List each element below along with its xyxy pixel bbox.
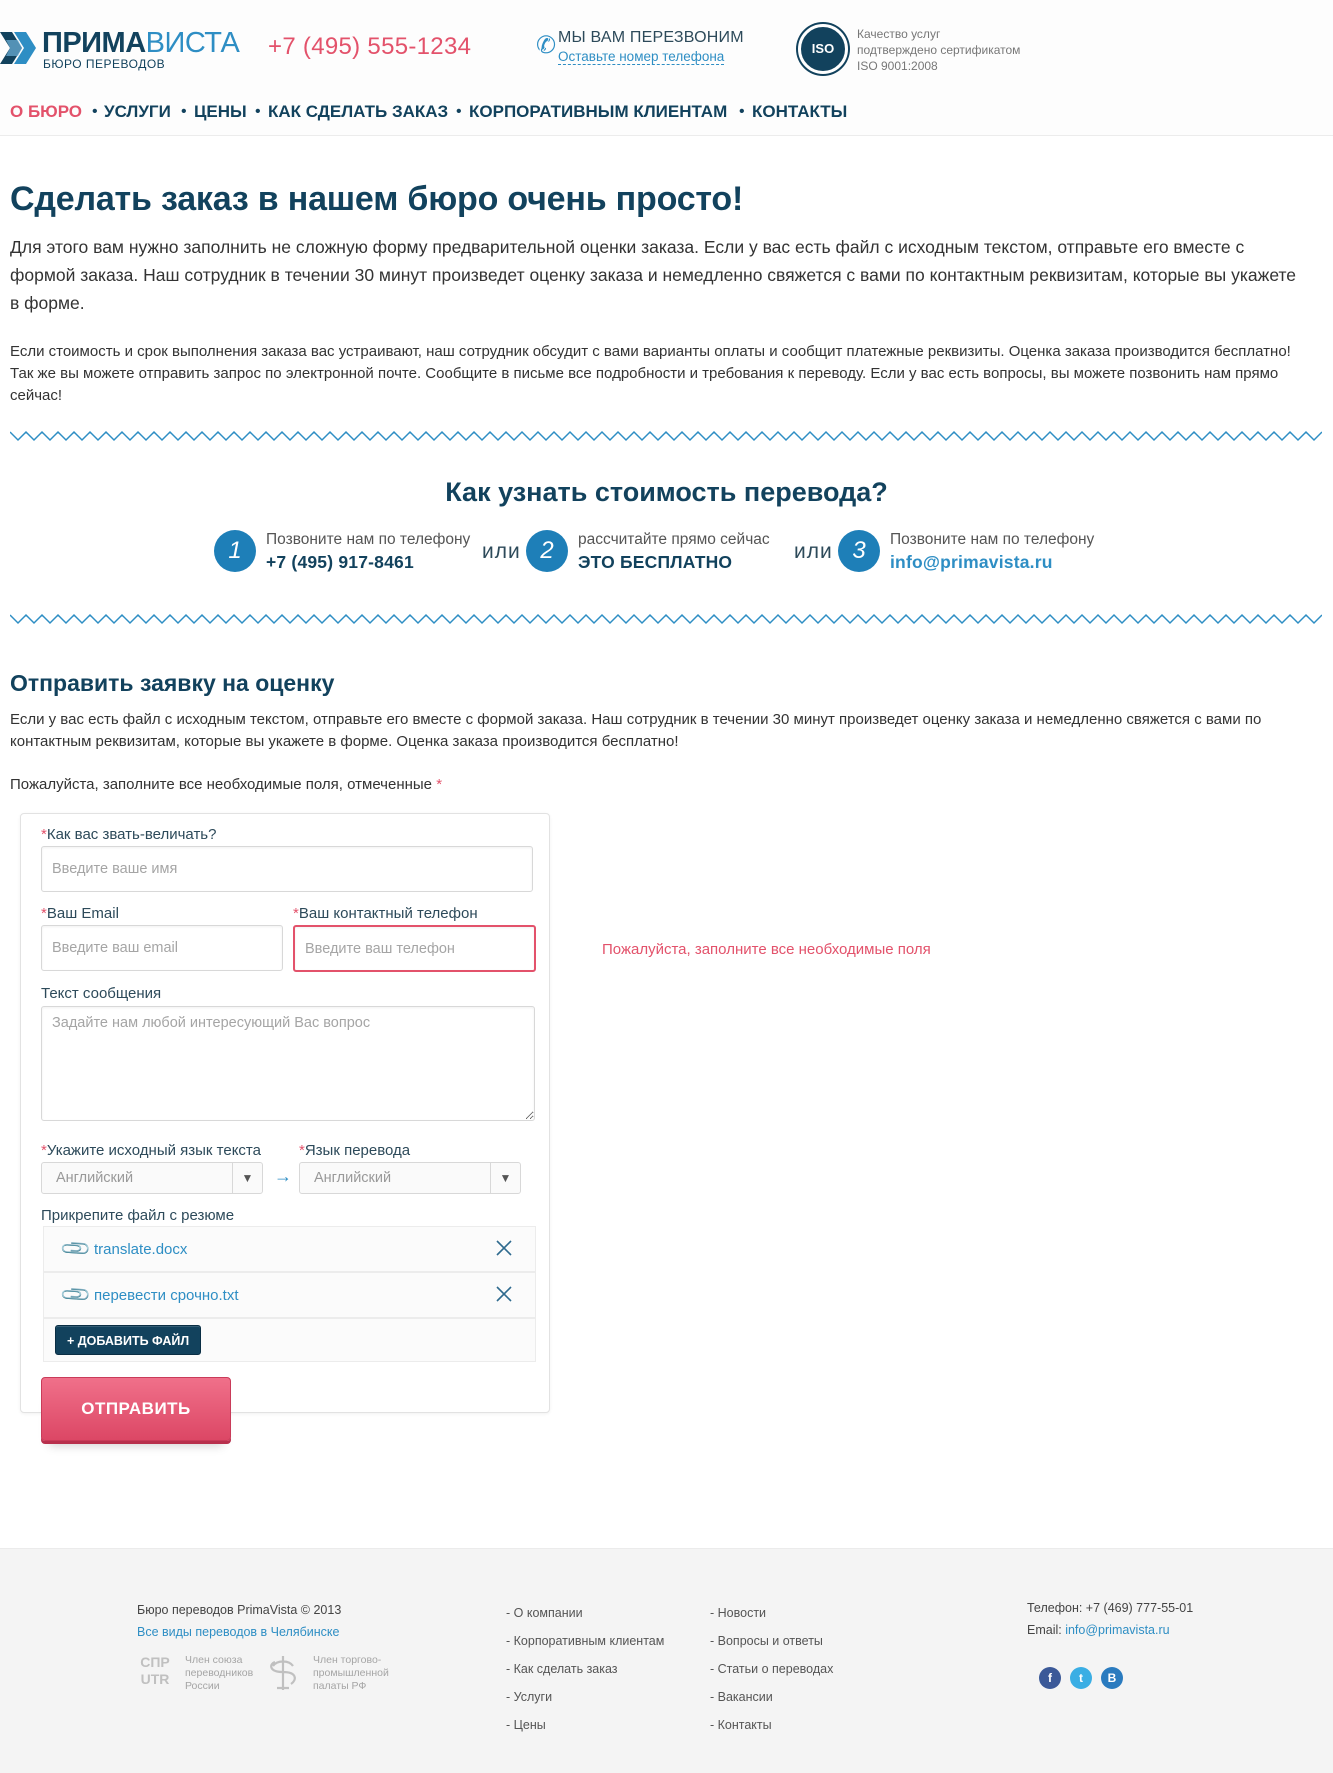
footer-link-corporate[interactable]: - Корпоративным клиентам (506, 1634, 665, 1648)
nav-separator: • (456, 103, 462, 120)
footer-link-services[interactable]: - Услуги (506, 1690, 553, 1704)
nav-separator: • (181, 103, 187, 120)
logo-mark-icon (0, 28, 38, 68)
step-number-badge: 1 (214, 530, 256, 572)
target-language-label-text: Язык перевода (304, 1142, 411, 1159)
cost-title: Как узнать стоимость перевода? (445, 477, 888, 507)
email-label (41, 905, 119, 922)
footer-nav-column-2 (710, 1599, 833, 1739)
step-caption: рассчитайте прямо сейчас (578, 531, 770, 548)
site-header (0, 0, 1333, 90)
step-phone[interactable]: +7 (495) 917-8461 (266, 552, 414, 572)
footer-copyright: Бюро переводов PrimaVista © 2013 (137, 1603, 342, 1617)
paperclip-icon: 📎 (59, 1232, 93, 1266)
target-language-value: Английский (314, 1170, 392, 1186)
required-star: * (293, 905, 299, 922)
name-label (41, 826, 216, 843)
attach-label: Прикрепите файл с резюме (41, 1207, 235, 1224)
step-separator: или (794, 540, 833, 563)
close-icon[interactable] (493, 1237, 515, 1259)
main-nav (0, 90, 1333, 136)
footer-link-about[interactable]: - О компании (506, 1606, 583, 1620)
order-description: Если у вас есть файл с исходным текстом, отправьте его вместе с формой заказа. Наш сотрудник в течении 30 минут произведет оценку заказа и немедленно свяжется с вами по контактным реквизитам, которые вы укажете в форме. Оценка заказа производится бесплатно! (10, 711, 1262, 750)
phone-field[interactable] (293, 925, 536, 972)
iso-text-line: подтверждено сертификатом (857, 43, 1021, 57)
logo-name (42, 28, 239, 58)
nav-item-contacts[interactable]: КОНТАКТЫ (752, 102, 848, 121)
required-star: * (299, 1142, 305, 1159)
order-title: Отправить заявку на оценку (10, 670, 335, 696)
add-file-button[interactable]: + ДОБАВИТЬ ФАЙЛ (55, 1325, 201, 1355)
member-chamber-text (313, 1654, 389, 1693)
email-label-text: Ваш Email (46, 905, 119, 922)
nav-item-services[interactable]: УСЛУГИ (104, 102, 171, 121)
chevron-down-icon[interactable]: ▼ (232, 1163, 262, 1193)
intro-lead: Для этого вам нужно заполнить не сложную форму предварительной оценки заказа. Если у вас есть файл с исходным текстом, отправьте его вместе с формой заказа. Наш сотрудник в течении 30 минут произведет оценку заказа и немедленно свяжется с вами по контактным реквизитам, которые вы укажете в форме. (10, 237, 1297, 313)
step-email-link[interactable]: info@primavista.ru (890, 552, 1053, 572)
iso-text (857, 26, 1020, 74)
form-error-message: Пожалуйста, заполните все необходимые поля (602, 941, 931, 958)
utr-logo-icon: СПР UTR (140, 1654, 170, 1687)
iso-badge-label: ISO (811, 41, 835, 56)
nav-separator: • (739, 103, 745, 120)
arrow-right-icon: → (274, 1166, 292, 1186)
step-number-badge: 3 (838, 530, 880, 572)
callback-title: МЫ ВАМ ПЕРЕЗВОНИМ (558, 29, 744, 46)
footer-email-row (1027, 1619, 1193, 1641)
intro-paragraph: Если стоимость и срок выполнения заказа вас устраивают, наш сотрудник обсудит с вами варианты оплаты и сообщит платежные реквизиты. Оценка заказа производится бесплатно! Так же вы можете отправить запрос по электронной почте. Сообщите в письме все подробности и требования к переводу. Если у вас есть вопросы, вы можете позвонить нам прямо сейчас! (10, 343, 1291, 404)
required-star: * (436, 776, 443, 793)
facebook-icon[interactable]: f (1039, 1667, 1061, 1689)
nav-item-how-to-order[interactable]: КАК СДЕЛАТЬ ЗАКАЗ (268, 102, 449, 121)
name-field[interactable] (41, 846, 533, 892)
site-footer (0, 1548, 1333, 1773)
nav-separator: • (255, 103, 261, 120)
footer-link-articles[interactable]: - Статьи о переводах (710, 1662, 834, 1676)
attached-file-name[interactable]: перевести срочно.txt (94, 1287, 239, 1304)
footer-link-prices[interactable]: - Цены (506, 1718, 546, 1732)
nav-item-prices[interactable]: ЦЕНЫ (194, 102, 247, 121)
add-file-zone (43, 1318, 536, 1362)
attached-file-row (43, 1272, 536, 1318)
required-star: * (41, 826, 47, 843)
logo-name-light: ВИСТА (145, 27, 240, 59)
chevron-down-icon[interactable]: ▼ (490, 1163, 520, 1193)
required-star: * (41, 905, 47, 922)
step-free[interactable]: ЭТО БЕСПЛАТНО (578, 552, 733, 572)
paperclip-icon: 📎 (59, 1278, 93, 1312)
footer-region-link[interactable]: Все виды переводов в Челябинске (137, 1625, 340, 1639)
member-text-line: Член союза (185, 1654, 243, 1666)
logo[interactable] (0, 27, 240, 71)
footer-phone: Телефон: +7 (469) 777-55-01 (1027, 1601, 1194, 1615)
member-utr-text (185, 1654, 253, 1693)
logo-subtitle: БЮРО ПЕРЕВОДОВ (43, 57, 166, 71)
page-title: Сделать заказ в нашем бюро очень просто! (10, 180, 744, 218)
footer-email-label: Email: (1027, 1623, 1066, 1637)
source-language-select[interactable] (41, 1162, 263, 1194)
footer-link-faq[interactable]: - Вопросы и ответы (710, 1634, 823, 1648)
phone-label (293, 905, 478, 922)
attached-file-name[interactable]: translate.docx (94, 1241, 188, 1258)
required-star: * (41, 1142, 47, 1159)
required-note (10, 776, 442, 793)
member-text-line: палаты РФ (313, 1680, 367, 1692)
source-language-value: Английский (56, 1170, 134, 1186)
phone-label-text: Ваш контактный телефон (298, 905, 478, 922)
footer-link-contacts[interactable]: - Контакты (710, 1718, 772, 1732)
iso-text-line: Качество услуг (857, 27, 941, 41)
attached-file-row (43, 1226, 536, 1272)
member-text-line: Член торгово- (313, 1654, 382, 1666)
phone-handset-icon: ✆ (536, 32, 557, 59)
close-icon[interactable] (493, 1283, 515, 1305)
nav-separator: • (92, 103, 98, 120)
target-language-label (299, 1142, 410, 1159)
step-caption: Позвоните нам по телефону (266, 531, 471, 548)
required-note-text: Пожалуйста, заполните все необходимые поля, отмеченные (10, 776, 433, 793)
vkontakte-icon[interactable]: B (1101, 1667, 1123, 1689)
member-text-line: России (185, 1680, 220, 1692)
iso-certificate-icon (798, 24, 848, 74)
header-phone[interactable]: +7 (495) 555-1234 (268, 33, 472, 60)
callback-link[interactable]: Оставьте номер телефона (558, 49, 725, 64)
step-number-badge: 2 (526, 530, 568, 572)
step-caption: Позвоните нам по телефону (890, 531, 1095, 548)
wave-divider (10, 612, 1322, 626)
twitter-icon[interactable]: t (1070, 1667, 1092, 1689)
footer-contacts (1027, 1597, 1193, 1641)
member-text-line: переводников (185, 1667, 254, 1679)
submit-button[interactable]: ОТПРАВИТЬ (41, 1377, 231, 1441)
message-textarea[interactable] (41, 1006, 535, 1121)
target-language-select[interactable] (299, 1162, 521, 1194)
footer-link-news[interactable]: - Новости (710, 1606, 767, 1620)
footer-link-how-to-order[interactable]: - Как сделать заказ (506, 1662, 618, 1676)
nav-item-about[interactable]: О БЮРО (10, 102, 83, 121)
name-label-text: Как вас звать-величать? (46, 826, 217, 843)
wave-divider (10, 429, 1322, 443)
logo-name-bold: ПРИМА (42, 27, 146, 59)
message-label: Текст сообщения (41, 985, 162, 1002)
nav-item-corporate[interactable]: КОРПОРАТИВНЫМ КЛИЕНТАМ (469, 102, 728, 121)
email-field[interactable] (41, 925, 283, 971)
chamber-of-commerce-icon (265, 1654, 301, 1692)
footer-link-vacancies[interactable]: - Вакансии (710, 1690, 773, 1704)
footer-email-link[interactable]: info@primavista.ru (1065, 1623, 1170, 1637)
source-language-label (41, 1142, 261, 1159)
step-separator: или (482, 540, 521, 563)
member-text-line: промышленной (313, 1667, 389, 1679)
iso-text-line: ISO 9001:2008 (857, 59, 938, 73)
footer-nav-column-1 (506, 1599, 664, 1739)
source-language-label-text: Укажите исходный язык текста (46, 1142, 261, 1159)
